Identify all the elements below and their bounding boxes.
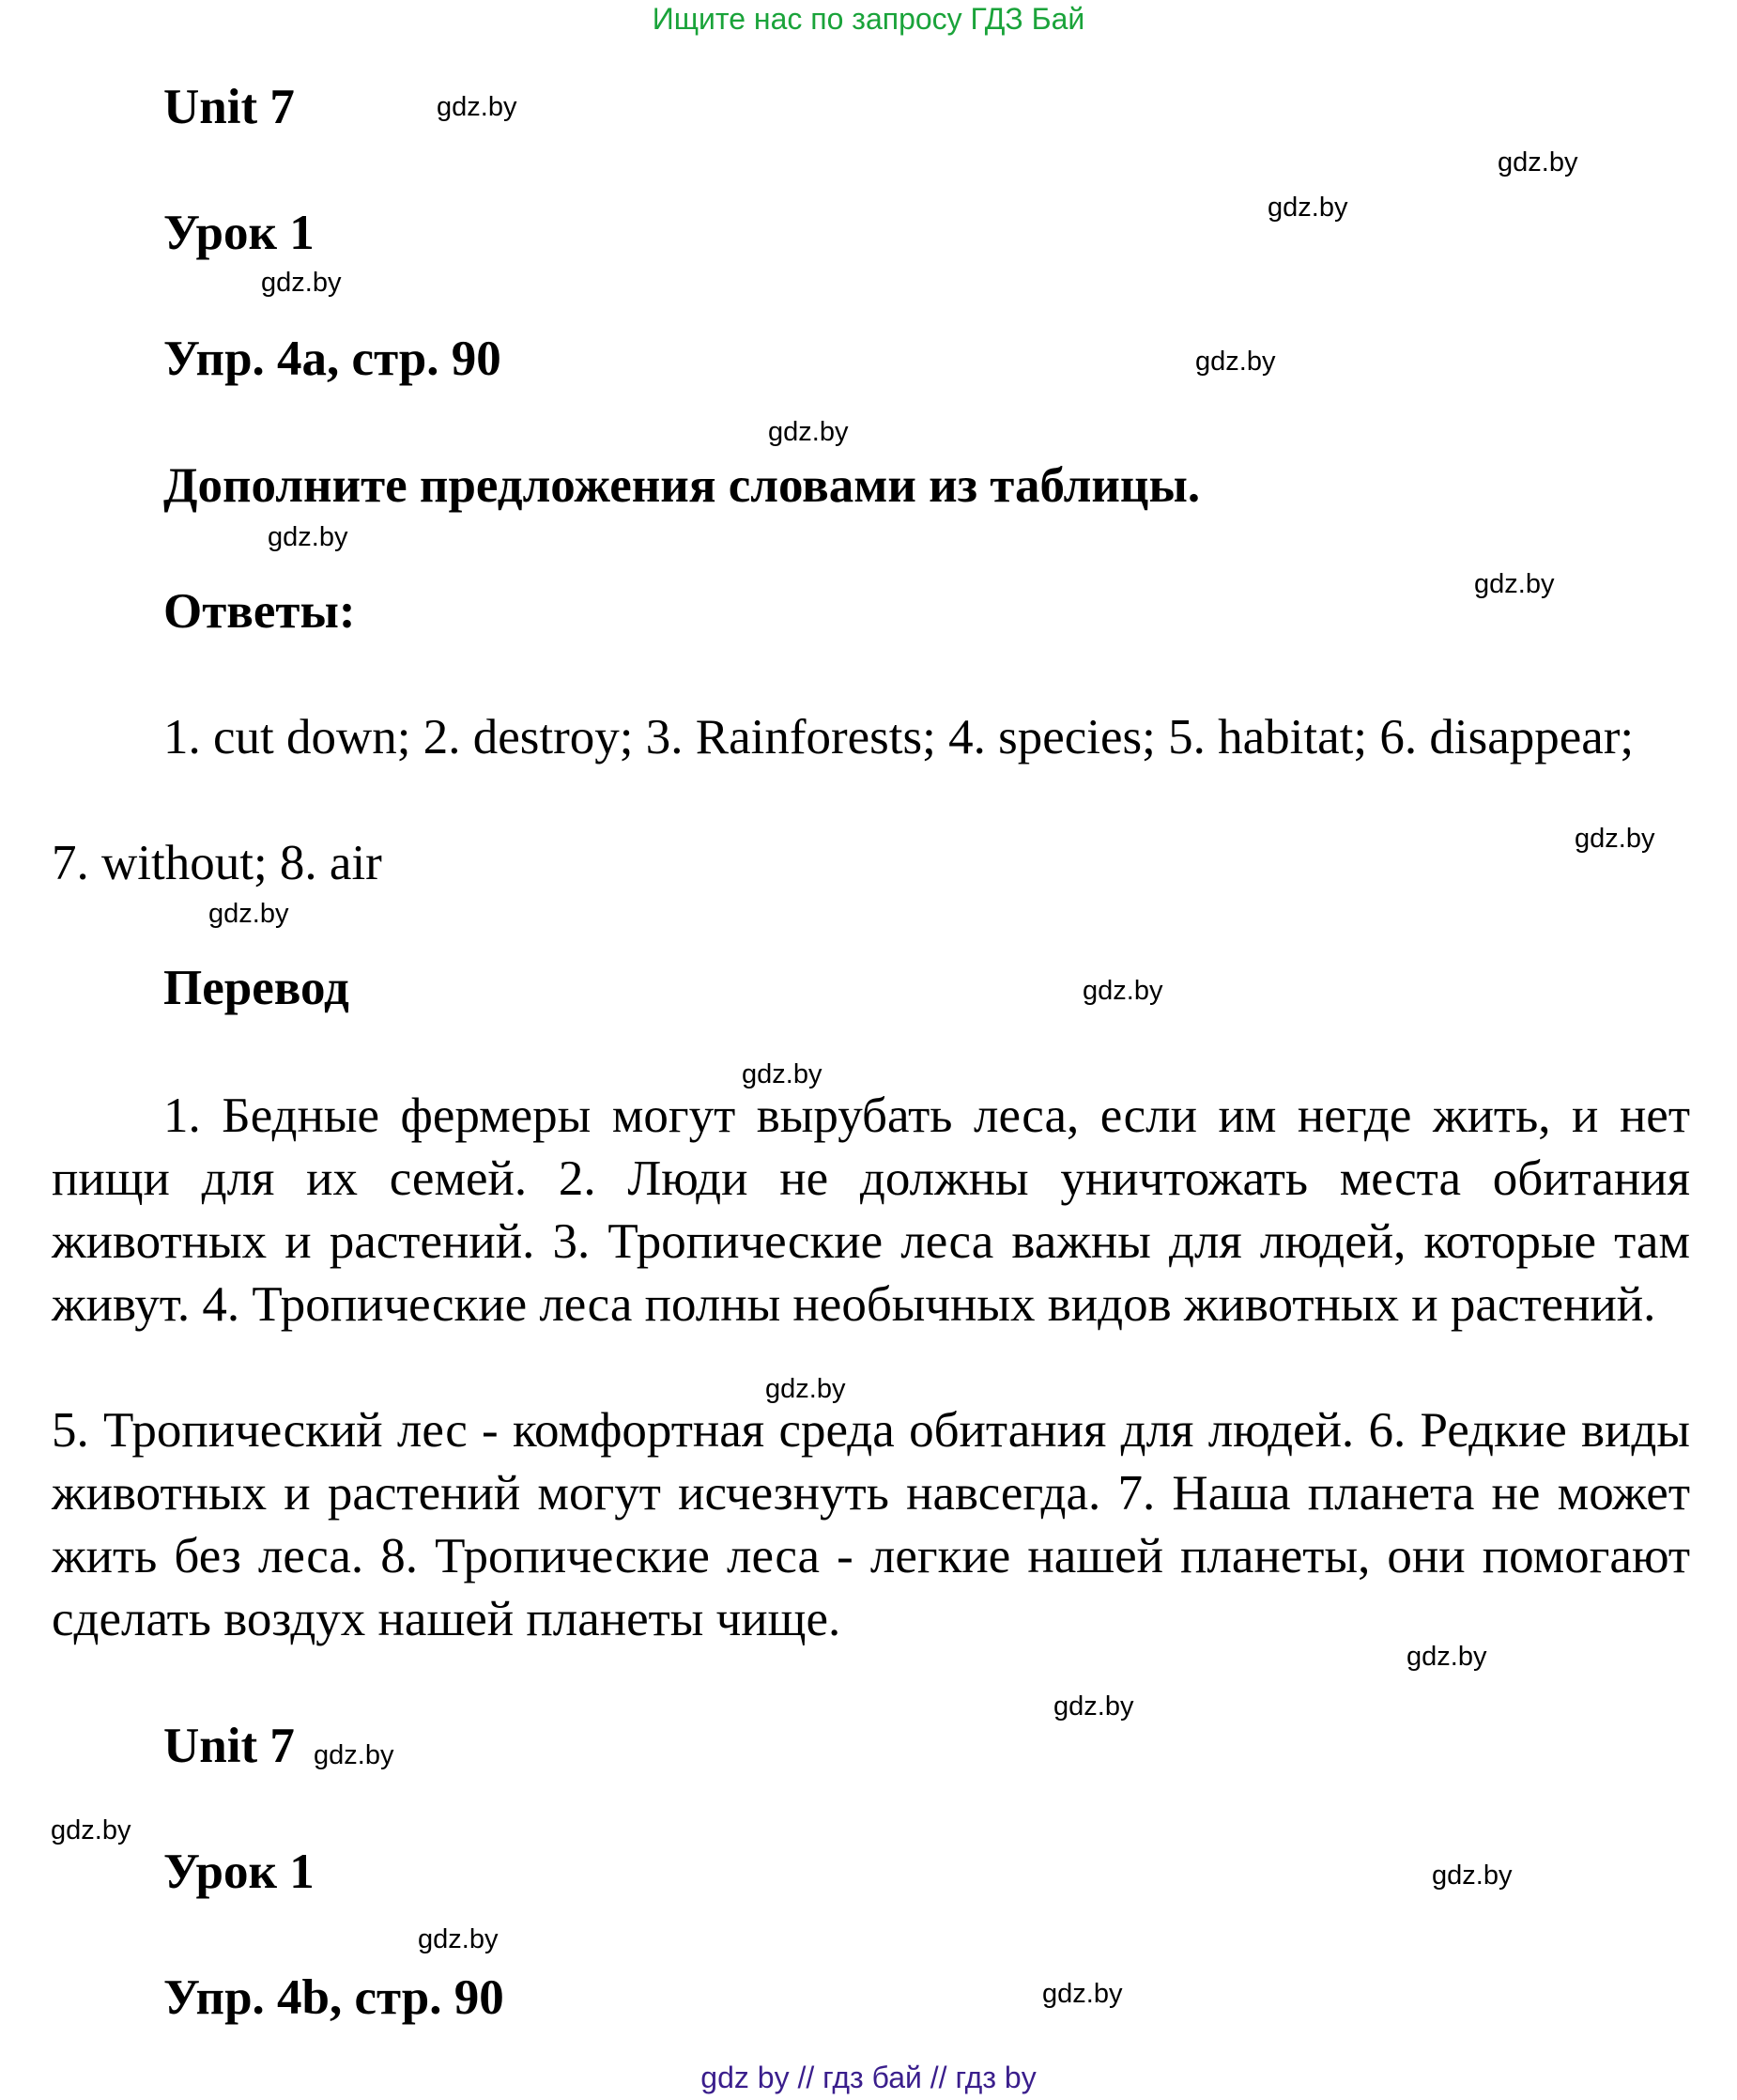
footer-links[interactable]: gdz by // гдз бай // гдз by	[700, 2061, 1037, 2094]
watermark: gdz.by	[1575, 824, 1655, 854]
lesson-heading: Урок 1	[163, 206, 315, 260]
exercise-heading-2: Упр. 4b, стр. 90	[163, 1970, 504, 2025]
unit-heading-2: Unit 7	[163, 1719, 295, 1773]
watermark: gdz.by	[1407, 1642, 1487, 1672]
top-banner[interactable]: Ищите нас по запросу ГДЗ Бай	[652, 2, 1085, 36]
watermark: gdz.by	[314, 1740, 394, 1770]
watermark: gdz.by	[1053, 1691, 1134, 1722]
watermark: gdz.by	[208, 899, 289, 929]
watermark: gdz.by	[268, 522, 348, 552]
watermark: gdz.by	[768, 417, 849, 447]
watermark: gdz.by	[1083, 976, 1163, 1006]
answers-heading: Ответы:	[163, 584, 356, 639]
watermark: gdz.by	[418, 1924, 499, 1954]
task-heading: Дополните предложения словами из таблицы.	[163, 458, 1201, 513]
answers-paragraph: 1. cut down; 2. destroy; 3. Rainforests; 4. species; 5. habitat; 6. disappear;	[163, 710, 1635, 764]
translation-heading: Перевод	[163, 961, 349, 1015]
watermark: gdz.by	[1195, 347, 1276, 377]
exercise-heading: Упр. 4a, стр. 90	[163, 332, 501, 386]
unit-heading: Unit 7	[163, 80, 295, 134]
watermark: gdz.by	[742, 1059, 822, 1089]
watermark: gdz.by	[1474, 569, 1555, 599]
answers-paragraph-end: 7. without; 8. air	[52, 836, 382, 890]
watermark: gdz.by	[1498, 147, 1578, 178]
lesson-heading-2: Урок 1	[163, 1845, 315, 1899]
watermark: gdz.by	[437, 92, 517, 122]
translation-paragraph-1: 1. Бедные фермеры могут вырубать леса, если им негде жить, и нет пищи для их семей. 2. Люди не должны уничтожать места обитания животных и растений. 3. Тропические леса важны для людей, которые там живут. 4. Тропические леса полны необычных видов животных и растений.	[52, 1089, 1690, 1332]
watermark: gdz.by	[1268, 193, 1348, 223]
watermark: gdz.by	[261, 268, 342, 298]
watermark: gdz.by	[1042, 1979, 1123, 2009]
watermark: gdz.by	[51, 1815, 131, 1845]
watermark: gdz.by	[765, 1374, 846, 1404]
translation-paragraph-2: 5. Тропический лес - комфортная среда обитания для людей. 6. Редкие виды животных и растений могут исчезнуть навсегда. 7. Наша планета не может жить без леса. 8. Тропические леса - легкие нашей планеты, они помогают сделать воздух нашей планеты чище.	[52, 1403, 1690, 1646]
watermark: gdz.by	[1432, 1861, 1513, 1891]
